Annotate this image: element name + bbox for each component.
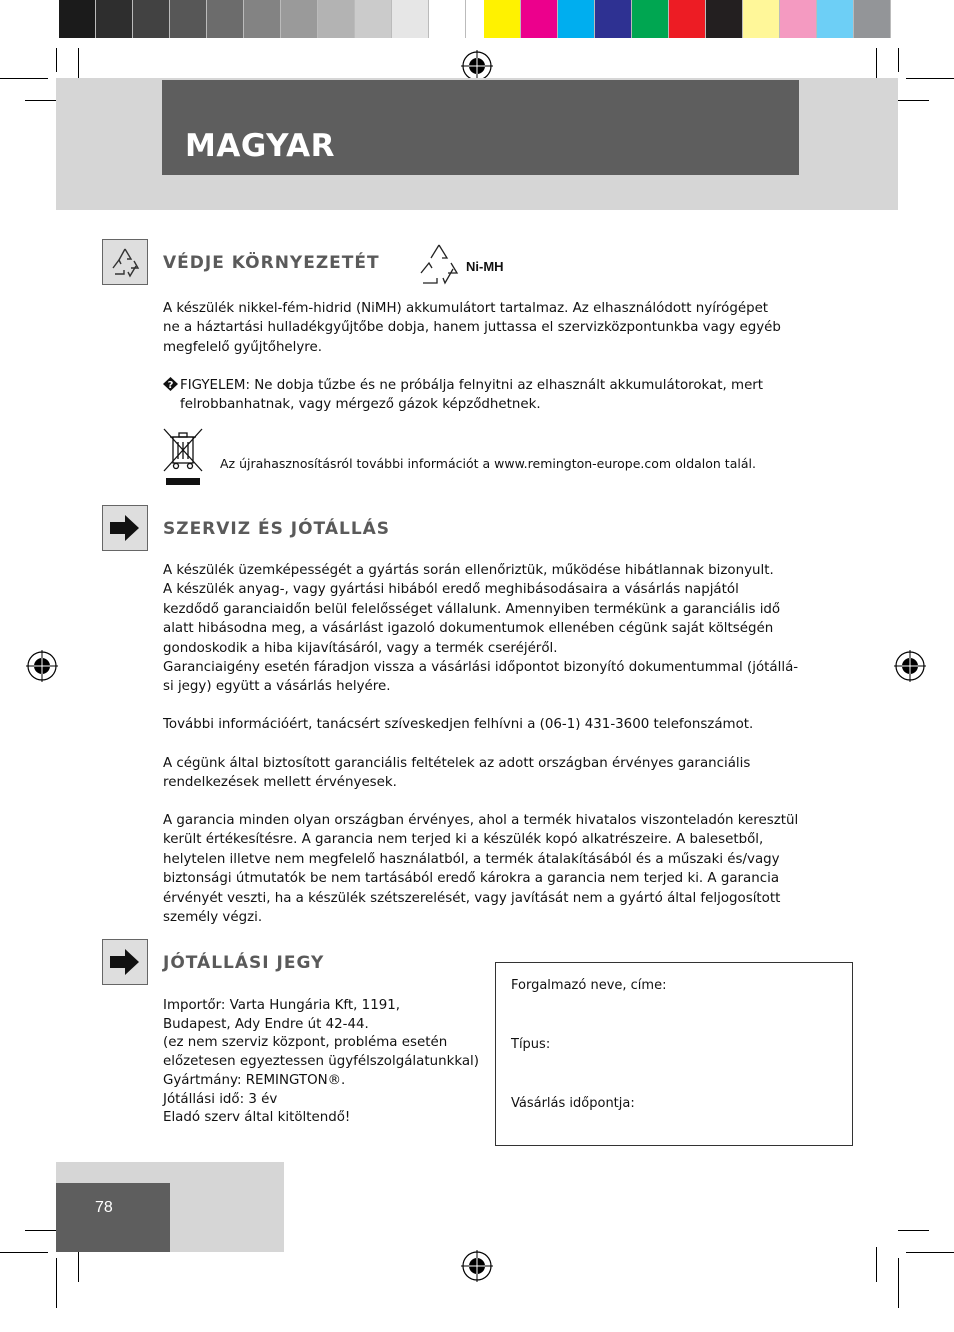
text-line: A készülék anyag-, vagy gyártási hibából eredő meghibásodásaira a vásárlás napjától: [163, 582, 739, 598]
env-paragraph: [163, 299, 808, 357]
color-swatch: [595, 0, 632, 38]
text-line: Importőr: Varta Hungária Kft, 1191,: [163, 998, 401, 1013]
text-line: került értékesítésre. A garancia nem terjed ki a készülék kopó alkatrészeire. A balesetből,: [163, 832, 764, 848]
text-line: rendelkezések mellett érvényesek.: [163, 775, 397, 791]
crop-mark: [898, 1258, 899, 1308]
color-swatch: [521, 0, 558, 38]
section-heading: SZERVIZ ÉS JÓTÁLLÁS: [163, 519, 391, 539]
arrow-right-icon: [103, 506, 147, 550]
text-line: ne a háztartási hulladékgyűjtőbe dobja, hanem juttassa el szervizközpontunkba vagy egyéb: [163, 320, 781, 336]
color-swatch: [706, 0, 743, 38]
text-line: si jegy) együtt a vásárlás helyére.: [163, 679, 391, 695]
text-line: FIGYELEM: Ne dobja tűzbe és ne próbálja felnyitni az elhasznált akkumulátorokat, mert: [180, 378, 764, 393]
crop-mark: [898, 1230, 929, 1231]
svg-text:?: ?: [167, 380, 174, 391]
page-title: MAGYAR: [185, 128, 335, 164]
color-swatch: [318, 0, 355, 38]
crop-mark: [898, 100, 929, 101]
section-heading: JÓTÁLLÁSI JEGY: [163, 953, 325, 973]
form-label-type: Típus:: [511, 1037, 551, 1052]
color-swatch: [669, 0, 706, 38]
color-swatch: [743, 0, 780, 38]
arrow-right-icon: [103, 940, 147, 984]
color-swatch: [632, 0, 669, 38]
text-line: További információért, tanácsért szíveskedjen felhívni a (06-1) 431-3600 telefonszámot.: [163, 717, 754, 732]
warning-icon: [163, 377, 178, 391]
text-line: Garanciaigény esetén fáradjon vissza a vásárlási időpontot bizonyító dokumentummal (jótállá-: [163, 660, 799, 676]
color-swatch: [281, 0, 318, 38]
crop-mark: [898, 48, 899, 72]
form-label-date: Vásárlás időpontja:: [511, 1096, 635, 1111]
text-line: előzetesen egyeztessen ügyfélszolgálatunkkal): [163, 1054, 480, 1070]
text-line: Budapest, Ady Endre út 42-44.: [163, 1016, 369, 1032]
header-bar: [162, 80, 799, 175]
service-paragraph-4: [163, 811, 808, 927]
service-paragraph-2: [163, 715, 808, 734]
text-line: Eladó szerv által kitöltendő!: [163, 1110, 351, 1126]
color-swatch: [780, 0, 817, 38]
text-line: A cégünk által biztosított garanciális feltételek az adott országban érvényes garanciális: [163, 756, 751, 771]
arrow-icon-box: [102, 939, 148, 985]
color-swatch: [854, 0, 891, 38]
form-label-dealer: Forgalmazó neve, címe:: [511, 978, 667, 993]
text-line: A garancia minden olyan országban érvényes, ahol a termék hivatalos viszonteladón keresztül: [163, 813, 799, 828]
color-bar: [484, 0, 891, 38]
color-swatch: [96, 0, 133, 38]
text-line: (ez nem szerviz központ, probléma esetén: [163, 1035, 448, 1051]
color-swatch: [429, 0, 466, 38]
warranty-info: [163, 997, 493, 1128]
weee-bin-icon: [162, 427, 204, 487]
service-paragraph-3: [163, 754, 808, 793]
text-line: Gyártmány: REMINGTON®.: [163, 1072, 346, 1088]
text-line: A készülék nikkel-fém-hidrid (NiMH) akkumulátort tartalmaz. Az elhasználódott nyírógépet: [163, 301, 769, 316]
arrow-icon-box: [102, 505, 148, 551]
recycle-icon-box: [102, 239, 148, 285]
color-swatch: [484, 0, 521, 38]
page-number: 78: [95, 1199, 113, 1216]
warning-paragraph: [180, 376, 800, 415]
page-number-box: [56, 1183, 170, 1252]
crop-mark: [25, 100, 56, 101]
crop-mark: [56, 48, 57, 72]
color-swatch: [817, 0, 854, 38]
color-swatch: [558, 0, 595, 38]
color-swatch: [170, 0, 207, 38]
crop-mark: [78, 1247, 79, 1282]
registration-mark-icon: [26, 650, 58, 682]
color-swatch: [207, 0, 244, 38]
crop-mark: [0, 78, 48, 79]
text-line: megfelelő gyűjtőhelyre.: [163, 339, 323, 355]
text-line: alatt hibásodna meg, a vásárlást igazoló dokumentumok ellenében cégünk saját költségén: [163, 621, 774, 637]
recycle-icon: [103, 240, 147, 284]
nimh-recycle-icon: [413, 241, 465, 289]
crop-mark: [25, 1230, 56, 1231]
text-line: kezdődő garanciaidőn belül felelősséget vállalunk. Amennyiben termékünk a garanciális idő: [163, 601, 781, 617]
crop-mark: [56, 1258, 57, 1308]
text-line: biztonsági útmutatók be nem tartásából eredő károkra a garancia nem terjed ki. A garancia: [163, 871, 780, 887]
text-line: helytelen illetve nem megfelelő használatból, a termék átalakításából és a műszaki és/vagy: [163, 851, 780, 867]
color-swatch: [355, 0, 392, 38]
crop-mark: [876, 1247, 877, 1282]
recycle-info: Az újrahasznosításról további információt a www.remington-europe.com oldalon talál.: [220, 456, 756, 471]
service-paragraph-1: [163, 561, 808, 697]
registration-mark-icon: [461, 1250, 493, 1282]
section-heading: VÉDJE KÖRNYEZETÉT: [163, 253, 380, 273]
color-swatch: [392, 0, 429, 38]
nimh-badge: Ni-MH: [466, 259, 504, 274]
grayscale-bar: [59, 0, 466, 38]
text-line: A készülék üzemképességét a gyártás során ellenőriztük, működése hibátlannak bizonyult.: [163, 563, 774, 578]
text-line: érvényét veszti, ha a készülék szétszerelését, vagy javítását nem a gyártó által feljogosított: [163, 890, 781, 906]
color-swatch: [133, 0, 170, 38]
text-line: Jótállási idő: 3 év: [163, 1091, 278, 1107]
text-line: személy végzi.: [163, 910, 263, 926]
crop-mark: [0, 1252, 48, 1253]
crop-mark: [906, 78, 954, 79]
color-swatch: [244, 0, 281, 38]
color-swatch: [59, 0, 96, 38]
text-line: felrobbanhatnak, vagy mérgező gázok képződhetnek.: [180, 397, 541, 413]
crop-mark: [906, 1252, 954, 1253]
text-line: gondoskodik a hiba kijavításáról, vagy a termék cseréjéről.: [163, 640, 558, 656]
registration-mark-icon: [894, 650, 926, 682]
warranty-form: [495, 962, 853, 1146]
